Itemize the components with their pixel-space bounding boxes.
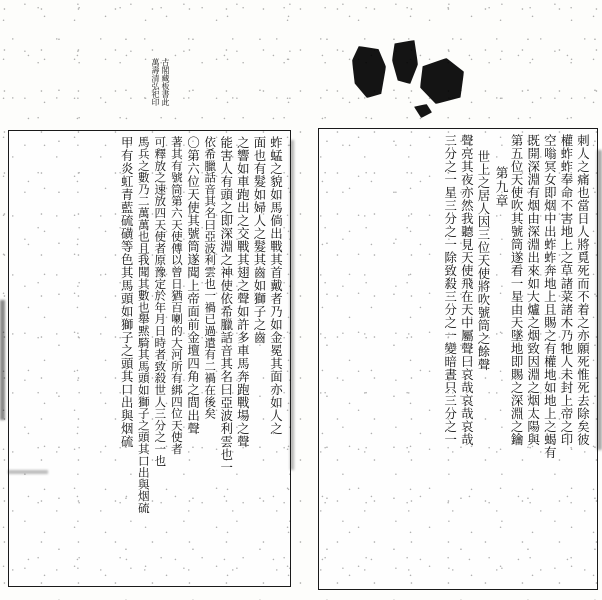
text-column: 甲有炎虹青藍硫磺等色其馬頭如獅子之頭其口出與烟硫	[119, 136, 135, 448]
text-column: 第五位天使吹其號筒遂看一星由天墜地即賜之深淵之鑰	[509, 134, 525, 446]
text-column: 蚱蜢之貌如馬倘出戰其首戴者乃如金冕其面亦如人之	[268, 136, 284, 435]
page-edge-stain	[597, 150, 602, 450]
ink-smudge-icon	[414, 104, 432, 118]
ink-smudge-icon	[352, 46, 386, 98]
stamp-column: 古閣藏板書此	[161, 58, 170, 106]
text-column: 三分之一星三分之一除致殺三分之一變暗晝只三分之一	[442, 134, 458, 446]
text-column: 著其有號筒第六天使傅以曾日猶百喇的大河所有綁四位天使者	[169, 136, 184, 455]
text-column: 刺人之痛也當日人將覓死而不着之亦願死惟死去除矣彼	[575, 134, 591, 446]
text-column: 馬兵之數乃二萬萬也且我聞其數也舉黙騎其馬頭如獅子之頭其口出與烟硫	[136, 136, 151, 514]
text-column: 權蚱蚱奉命不害地上之草諸菜諸木乃牠人未封上帝之印	[558, 134, 574, 446]
right-column-wrap	[325, 134, 591, 583]
text-column: 可釋放之速放四天使者原豫定於年月日時者致殺世人三分之一也	[153, 136, 168, 467]
ink-smudge-icon	[420, 58, 464, 104]
page-edge-stain	[8, 470, 48, 474]
right-text-block	[318, 128, 598, 590]
text-column: 世上之居人因三位天使將吹號筒之餘聲	[475, 150, 491, 371]
marginalia-stamp	[136, 58, 170, 114]
text-column: 面也有髮如婦人之髮其齒如獅子之齒	[251, 136, 267, 344]
left-column-wrap	[15, 136, 284, 580]
text-column: 空嗡冥女即烟中出蚱蚱奔地上且賜之有權地如地上之蝎有	[542, 134, 558, 459]
text-column: 依希臘話音其名曰亞波利雲也一禍已過遣有二禍在後矣	[203, 136, 218, 420]
stamp-column: 萬壽清弘祀印	[151, 58, 160, 106]
chapter-heading: 第九章	[492, 166, 508, 208]
text-column: 能害人有頭之即深淵之神使依希臘話音其名曰亞波利雲也一	[218, 136, 234, 474]
text-column: 既開深淵有烟由深淵出來如大爐之烟致因淵之烟太陽與	[525, 134, 541, 446]
page-edge-stain	[290, 140, 294, 470]
text-column: 〇第六位天使其號筒遂聞上帝面前金壇四角之間出聲	[185, 136, 201, 435]
ink-smudge-icon	[392, 40, 418, 84]
page-edge-stain	[0, 300, 5, 420]
text-column: 之響如車跑出之交戰其翅之聲如許多車馬奔跑戰場之聲	[235, 136, 251, 448]
text-column: 聲亮其夜亦然我聽見天使飛在天中屬聲曰哀哉哀哉哀哉	[459, 134, 475, 446]
left-text-block	[8, 130, 291, 587]
